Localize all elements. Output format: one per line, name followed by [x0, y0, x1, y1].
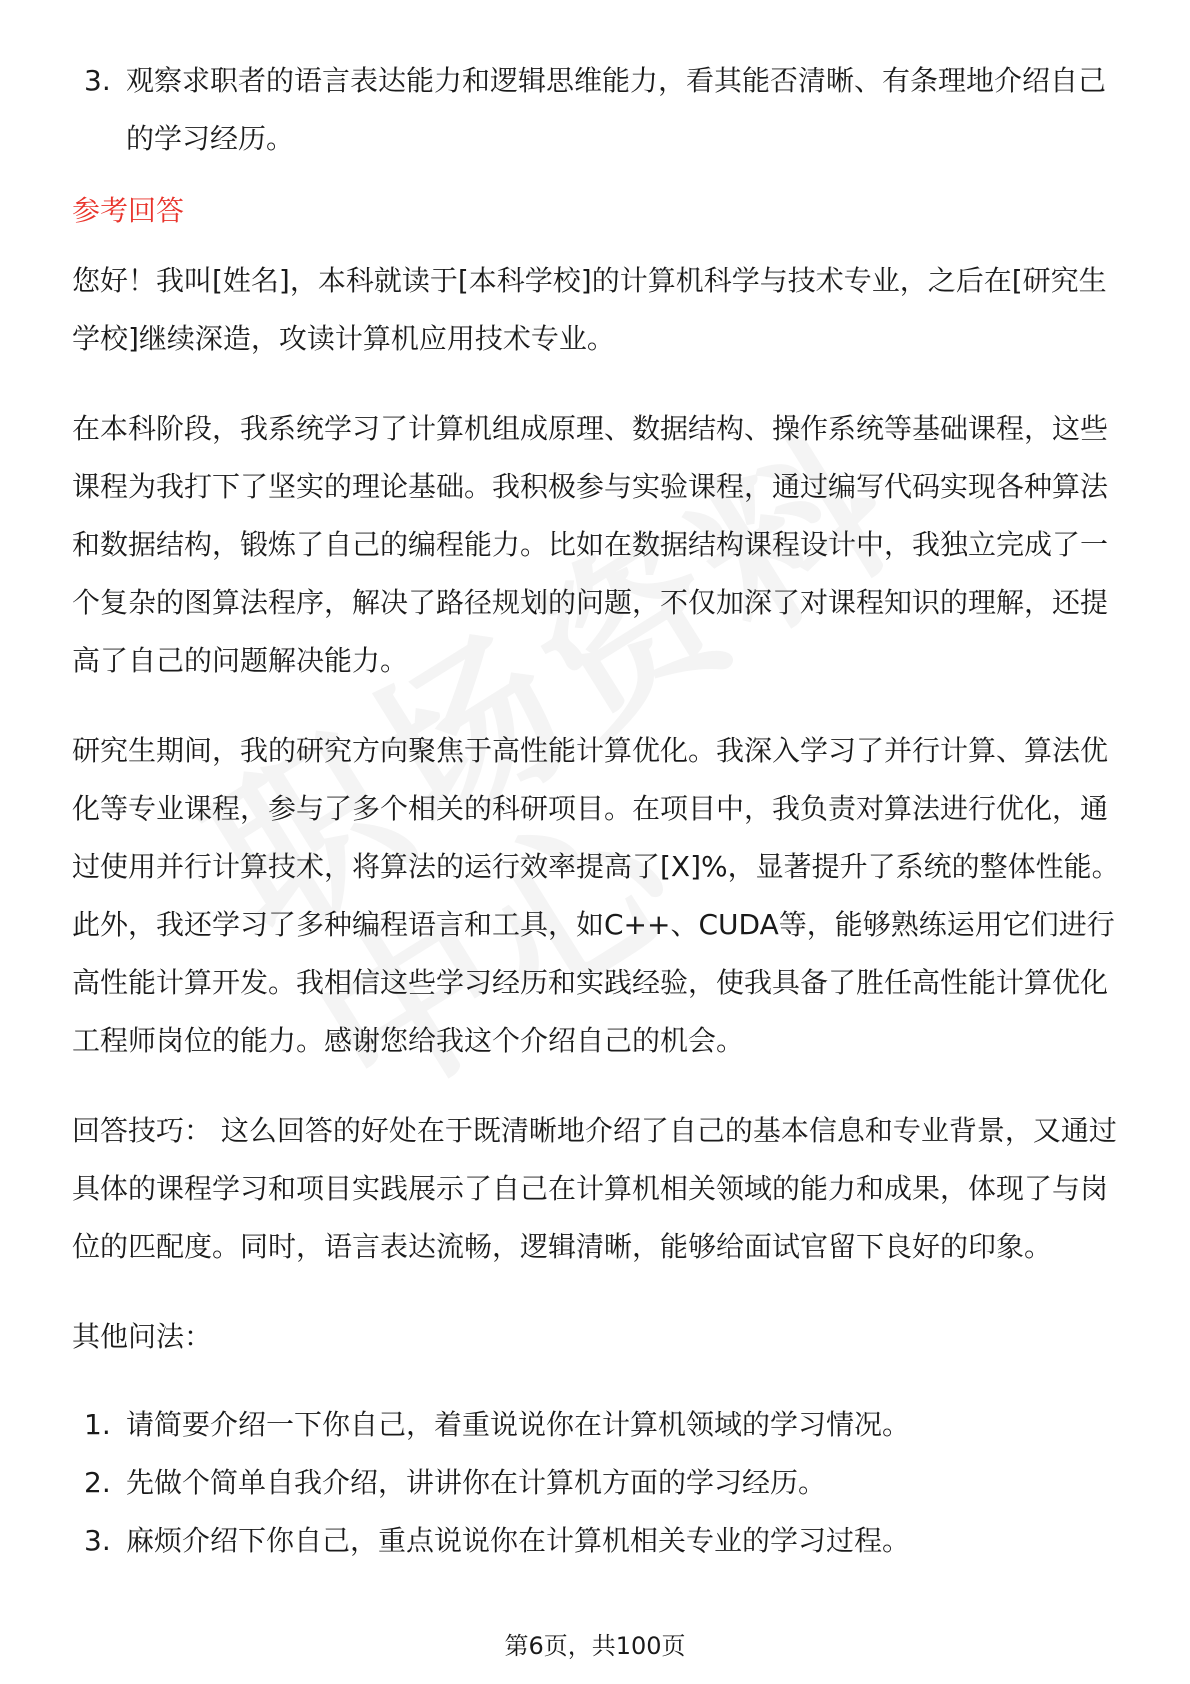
answer-heading: 参考回答: [72, 194, 185, 227]
page-content: [72, 52, 1122, 1570]
other-questions-label: 其他问法：: [72, 1320, 213, 1353]
answer-paragraph-undergrad: 在本科阶段，我系统学习了计算机组成原理、数据结构、操作系统等基础课程，这些课程为我打下了坚实的理论基础。我积极参与实验课程，通过编写代码实现各种算法和数据结构，锻炼了自己的编程能力。比如在数据结构课程设计中，我独立完成了一个复杂的图算法程序，解决了路径规划的问题，不仅加深了对课程知识的理解，还提高了自己的问题解决能力。: [72, 412, 1109, 677]
answer-paragraph-intro: 您好！我叫[姓名]，本科就读于[本科学校]的计算机科学与技术专业，之后在[研究生学校]继续深造，攻读计算机应用技术专业。: [72, 264, 1107, 355]
list-number: 2.: [84, 1466, 111, 1499]
list-item: [72, 1512, 1122, 1570]
list-number: 1.: [84, 1408, 111, 1441]
list-number: 3.: [84, 1524, 111, 1557]
answer-tips-paragraph: 回答技巧： 这么回答的好处在于既清晰地介绍了自己的基本信息和专业背景，又通过具体的课程学习和项目实践展示了自己在计算机相关领域的能力和成果，体现了与岗位的匹配度。同时，语言表达流畅，逻辑清晰，能够给面试官留下良好的印象。: [72, 1114, 1117, 1263]
list-item: [72, 1396, 1122, 1454]
other-questions-list: [72, 1396, 1122, 1570]
list-text: 麻烦介绍下你自己，重点说说你在计算机相关专业的学习过程。: [126, 1524, 911, 1557]
list-item: [72, 1454, 1122, 1512]
page-footer: 第6页，共100页: [504, 1632, 686, 1660]
criteria-list: [72, 52, 1122, 168]
answer-paragraph-graduate: 研究生期间，我的研究方向聚焦于高性能计算优化。我深入学习了并行计算、算法优化等专业课程，参与了多个相关的科研项目。在项目中，我负责对算法进行优化，通过使用并行计算技术，将算法的运行效率提高了[X]%，显著提升了系统的整体性能。此外，我还学习了多种编程语言和工具，如C++、CUDA等，能够熟练运用它们进行高性能计算开发。我相信这些学习经历和实践经验，使我具备了胜任高性能计算优化工程师岗位的能力。感谢您给我这个介绍自己的机会。: [72, 734, 1120, 1057]
list-text: 先做个简单自我介绍，讲讲你在计算机方面的学习经历。: [126, 1466, 827, 1499]
list-item: [72, 52, 1122, 168]
list-number: 3.: [84, 64, 111, 97]
list-text: 请简要介绍一下你自己，着重说说你在计算机领域的学习情况。: [126, 1408, 911, 1441]
list-text: 观察求职者的语言表达能力和逻辑思维能力，看其能否清晰、有条理地介绍自己的学习经历。: [126, 64, 1107, 155]
